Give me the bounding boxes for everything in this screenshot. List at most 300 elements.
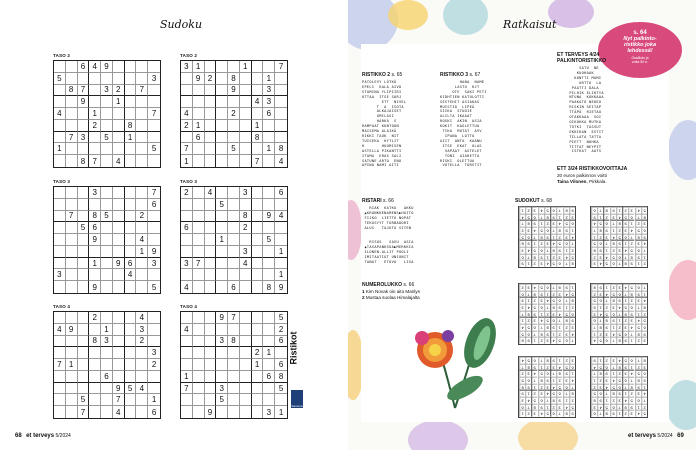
sudoku-cell — [228, 61, 240, 73]
sudoku-cell: 7 — [78, 85, 90, 97]
sudoku-cell — [78, 312, 90, 324]
solution-cell: 4 — [635, 207, 641, 214]
solution-cell: 5 — [525, 214, 531, 221]
answer-number: 1 — [362, 289, 365, 294]
solution-cell: 6 — [525, 331, 531, 338]
solution-cell: 9 — [550, 357, 556, 364]
solution-cell: 8 — [610, 390, 616, 397]
sudoku-grid — [180, 186, 288, 294]
sudoku-cell: 6 — [275, 187, 287, 199]
sudoku-cell: 3 — [216, 336, 228, 348]
sudoku-cell: 5 — [54, 73, 66, 85]
solution-cell: 7 — [544, 397, 550, 404]
sudoku-cell — [148, 155, 160, 167]
sudoku-cell: 1 — [193, 61, 205, 73]
solution-cell: 6 — [597, 390, 603, 397]
sudoku-cell — [263, 199, 275, 211]
sudoku-cell — [54, 406, 66, 418]
sudoku-cell — [240, 143, 252, 155]
sudoku-cell — [263, 246, 275, 258]
magazine-name: et terveys — [628, 433, 657, 439]
solution-cell: 8 — [538, 377, 544, 384]
sudoku-cell: 1 — [113, 96, 125, 108]
sudoku-cell: 9 — [263, 211, 275, 223]
solution-cell: 5 — [641, 410, 647, 417]
sudoku-cell — [181, 246, 193, 258]
solution-cell: 2 — [563, 324, 569, 331]
sudoku-cell: 6 — [228, 281, 240, 293]
solution-cell: 8 — [544, 324, 550, 331]
sudoku-cell: 7 — [54, 359, 66, 371]
solution-cell: 2 — [538, 384, 544, 391]
sudoku-cell — [101, 155, 113, 167]
solution-cell: 4 — [635, 410, 641, 417]
sudoku-cell — [275, 120, 287, 132]
sudoku-cell — [181, 132, 193, 144]
sudoku-cell: 7 — [275, 61, 287, 73]
sudoku-cell: 7 — [181, 143, 193, 155]
solution-cell: 8 — [622, 404, 628, 411]
sudoku-cell — [66, 269, 78, 281]
solution-cell: 4 — [597, 311, 603, 318]
solution-cell: 9 — [563, 227, 569, 234]
solution-cell: 1 — [519, 207, 525, 214]
solution-cell: 6 — [556, 390, 562, 397]
sudoku-cell — [125, 73, 137, 85]
sudoku-grid — [53, 311, 161, 419]
solution-cell: 9 — [610, 207, 616, 214]
sudoku-cell — [252, 199, 264, 211]
solution-cell: 6 — [628, 304, 634, 311]
sudoku-cell — [78, 371, 90, 383]
sudoku-cell — [228, 406, 240, 418]
solution-cell: 4 — [569, 377, 575, 384]
sudoku-cell — [228, 96, 240, 108]
sudoku-cell — [136, 143, 148, 155]
sudoku-cell — [205, 258, 217, 270]
sudoku-cell — [78, 269, 90, 281]
sudoku-cell: 2 — [181, 187, 193, 199]
solution-cell: 7 — [610, 337, 616, 344]
sudoku-cell — [193, 222, 205, 234]
sudoku-cell — [252, 312, 264, 324]
solution-cell: 9 — [641, 377, 647, 384]
sudoku-cell — [193, 336, 205, 348]
solution-cell: 8 — [569, 297, 575, 304]
sudoku-cell: 8 — [252, 132, 264, 144]
issue-number: 5/2024 — [55, 433, 71, 439]
sudoku-cell — [181, 234, 193, 246]
solution-cell: 7 — [635, 214, 641, 221]
sudoku-cell — [205, 222, 217, 234]
sudoku-cell — [181, 73, 193, 85]
solution-cell: 3 — [538, 260, 544, 267]
solution-cell: 5 — [544, 410, 550, 417]
sudoku-cell — [125, 187, 137, 199]
sudoku-cell: 3 — [54, 269, 66, 281]
solution-cell: 2 — [569, 304, 575, 311]
sudoku-cell: 4 — [252, 96, 264, 108]
section-palkinto — [557, 52, 606, 64]
solution-cell: 4 — [610, 377, 616, 384]
sudoku-cell — [193, 371, 205, 383]
sudoku-cell: 4 — [113, 155, 125, 167]
sudoku-cell: 4 — [89, 61, 101, 73]
solution-cell: 3 — [569, 324, 575, 331]
sudoku-cell — [113, 312, 125, 324]
solution-cell: 8 — [597, 227, 603, 234]
sudoku-cell: 4 — [278, 156, 284, 166]
solution-cell: 2 — [531, 390, 537, 397]
sudoku-cell — [216, 155, 228, 167]
sudoku-cell: 3 — [148, 347, 160, 359]
solution-cell: 4 — [603, 291, 609, 298]
solution-cell: 6 — [635, 247, 641, 254]
solution-cell: 2 — [525, 317, 531, 324]
solution-cell: 8 — [635, 234, 641, 241]
sudoku-cell — [252, 258, 264, 270]
solution-cell: 8 — [519, 337, 525, 344]
solution-cell: 2 — [531, 260, 537, 267]
sudoku-cell: 5 — [228, 143, 240, 155]
sudoku-cell — [136, 199, 148, 211]
sudoku-cell — [216, 324, 228, 336]
solution-cell: 7 — [597, 410, 603, 417]
sudoku-cell — [148, 234, 160, 246]
section-page: s. 66 — [383, 198, 394, 204]
solution-cell: 2 — [544, 311, 550, 318]
flower-decoration — [408, 420, 468, 450]
solution-cell: 7 — [603, 297, 609, 304]
solution-cell: 3 — [597, 384, 603, 391]
solution-cell: 3 — [531, 410, 537, 417]
solution-cell: 9 — [635, 254, 641, 261]
solution-cell: 5 — [591, 297, 597, 304]
solution-cell: 1 — [525, 297, 531, 304]
solution-cell: 5 — [597, 364, 603, 371]
sudoku-cell — [54, 61, 66, 73]
solution-cell: 1 — [550, 377, 556, 384]
solution-cell: 3 — [622, 324, 628, 331]
sudoku-cell — [101, 187, 113, 199]
sudoku-cell: 3 — [101, 336, 113, 348]
solution-cell: 1 — [616, 410, 622, 417]
solution-cell: 1 — [569, 227, 575, 234]
sudoku-cell — [148, 61, 160, 73]
solution-cell: 4 — [597, 260, 603, 267]
solution-cell: 4 — [622, 397, 628, 404]
solution-cell: 2 — [569, 397, 575, 404]
section-page: s. 68 — [541, 198, 552, 204]
sudoku-cell — [66, 312, 78, 324]
sudoku-cell — [125, 347, 137, 359]
sudoku-cell: 8 — [275, 371, 287, 383]
solution-cell: 8 — [641, 357, 647, 364]
solution-cell: 8 — [538, 331, 544, 338]
solution-cell: 2 — [563, 357, 569, 364]
solution-cell: 5 — [622, 357, 628, 364]
solution-cell: 9 — [597, 247, 603, 254]
solution-cell: 6 — [603, 337, 609, 344]
solution-cell: 2 — [610, 397, 616, 404]
sudoku-cell — [205, 359, 217, 371]
solution-cell: 7 — [591, 370, 597, 377]
sudoku-cell: 7 — [89, 155, 101, 167]
sudoku-cell — [54, 347, 66, 359]
solution-cell: 4 — [519, 324, 525, 331]
solution-cell: 4 — [591, 364, 597, 371]
solution-cell: 8 — [519, 384, 525, 391]
sudoku-cell: 6 — [275, 359, 287, 371]
sudoku-cell — [263, 61, 275, 73]
sudoku-cell — [101, 120, 113, 132]
solution-cell: 1 — [538, 364, 544, 371]
flower-decoration — [443, 0, 488, 35]
solution-cell: 8 — [603, 317, 609, 324]
solution-cell: 5 — [610, 254, 616, 261]
badge-small: Osallistu ja — [631, 56, 649, 60]
solution-cell: 5 — [622, 304, 628, 311]
sudoku-cell: 2 — [148, 359, 160, 371]
solution-cell: 5 — [519, 234, 525, 241]
solution-cell: 2 — [622, 410, 628, 417]
sudoku-cell — [125, 108, 137, 120]
sudoku-cell — [205, 234, 217, 246]
sudoku-cell — [125, 222, 137, 234]
sudoku-cell — [205, 324, 217, 336]
solution-cell: 1 — [603, 284, 609, 291]
solution-cell: 5 — [550, 390, 556, 397]
sudoku-cell — [252, 143, 264, 155]
solution-cell: 8 — [635, 377, 641, 384]
solution-cell: 3 — [628, 207, 634, 214]
solution-cell: 3 — [641, 364, 647, 371]
solution-cell: 1 — [610, 370, 616, 377]
solution-cell: 2 — [616, 370, 622, 377]
sudoku-cell — [263, 394, 275, 406]
winner-description: 20 euron palkinnon voitti — [557, 173, 607, 178]
sudoku-cell — [240, 312, 252, 324]
solution-cell: 6 — [531, 214, 537, 221]
solution-cell: 7 — [550, 227, 556, 234]
solution-cell: 4 — [569, 234, 575, 241]
sudoku-cell: 2 — [136, 336, 148, 348]
sudoku-cell — [193, 246, 205, 258]
sudoku-cell — [101, 108, 113, 120]
solution-cell: 9 — [531, 364, 537, 371]
solution-cell: 3 — [519, 247, 525, 254]
sudoku-cell — [66, 187, 78, 199]
sudoku-cell: 5 — [101, 211, 113, 223]
sudoku-cell: 3 — [101, 85, 113, 97]
solution-cell: 6 — [519, 254, 525, 261]
solution-cell: 6 — [525, 377, 531, 384]
solution-cell: 1 — [616, 317, 622, 324]
solution-cell: 9 — [616, 240, 622, 247]
solution-cell: 8 — [628, 384, 634, 391]
solution-cell: 7 — [531, 331, 537, 338]
solution-cell: 8 — [544, 357, 550, 364]
solution-cell: 2 — [556, 377, 562, 384]
sudoku-cell: 2 — [89, 120, 101, 132]
solution-cell: 2 — [616, 324, 622, 331]
sudoku-cell — [252, 394, 264, 406]
solution-cell: 6 — [556, 260, 562, 267]
solution-cell: 9 — [591, 304, 597, 311]
sudoku-cell: 7 — [66, 132, 78, 144]
sudoku-cell — [125, 155, 137, 167]
flower-decoration — [388, 0, 428, 30]
sudoku-cell: 1 — [193, 120, 205, 132]
sudoku-cell: 6 — [181, 222, 193, 234]
solution-cell: 8 — [563, 317, 569, 324]
sudoku-cell: 1 — [275, 269, 287, 281]
section-label: ETT 3/24 RISTIKKOVOITTAJA — [557, 166, 628, 172]
solution-cell: 8 — [616, 337, 622, 344]
solution-cell: 8 — [591, 247, 597, 254]
sudoku-cell: 4 — [54, 108, 66, 120]
solution-cell: 6 — [597, 297, 603, 304]
sudoku-cell — [240, 324, 252, 336]
solution-cell: 3 — [563, 234, 569, 241]
sudoku-cell: 8 — [66, 85, 78, 97]
solution-cell: 8 — [597, 324, 603, 331]
sudoku-cell — [78, 73, 90, 85]
solution-cell: 7 — [525, 404, 531, 411]
sudoku-cell — [193, 155, 205, 167]
solution-cell: 4 — [610, 234, 616, 241]
solution-cell: 2 — [519, 284, 525, 291]
sudoku-cell — [193, 187, 205, 199]
solution-cell: 3 — [525, 284, 531, 291]
sudoku-cell — [113, 281, 125, 293]
sudoku-cell — [136, 258, 148, 270]
sudoku-cell: 4 — [113, 406, 125, 418]
solution-cell: 9 — [641, 234, 647, 241]
sudoku-cell: 6 — [193, 132, 205, 144]
solution-cell: 1 — [616, 207, 622, 214]
solution-cell: 8 — [628, 291, 634, 298]
sudoku-cell — [89, 246, 101, 258]
sudoku-cell: 2 — [136, 211, 148, 223]
solution-cell: 5 — [531, 304, 537, 311]
solution-cell: 3 — [550, 220, 556, 227]
solution-cell: 5 — [569, 404, 575, 411]
sudoku-cell — [240, 383, 252, 395]
sudoku-cell — [275, 394, 287, 406]
solution-cell: 9 — [556, 397, 562, 404]
solution-cell: 5 — [628, 284, 634, 291]
solution-cell: 2 — [563, 214, 569, 221]
solution-cell: 2 — [628, 240, 634, 247]
sudoku-cell — [78, 246, 90, 258]
sudoku-cell — [275, 96, 287, 108]
solution-cell: 4 — [591, 337, 597, 344]
solution-cell: 1 — [628, 364, 634, 371]
sudoku-cell: 2 — [181, 120, 193, 132]
sudoku-cell — [263, 359, 275, 371]
solution-cell: 6 — [563, 384, 569, 391]
solution-cell: 2 — [635, 220, 641, 227]
solution-cell: 2 — [591, 291, 597, 298]
sudoku-cell — [66, 143, 78, 155]
sudoku-cell — [125, 336, 137, 348]
solution-cell: 9 — [556, 304, 562, 311]
sudoku-cell — [252, 371, 264, 383]
sudoku-cell — [228, 258, 240, 270]
solution-cell: 6 — [628, 357, 634, 364]
solution-cell: 9 — [550, 324, 556, 331]
sudoku-cell — [125, 359, 137, 371]
solution-cell: 2 — [622, 207, 628, 214]
sudoku-cell — [205, 383, 217, 395]
sudoku-cell: 5 — [216, 199, 228, 211]
solution-cell: 9 — [597, 397, 603, 404]
sudoku-cell — [252, 269, 264, 281]
sudoku-cell — [113, 246, 125, 258]
sudoku-cell: 6 — [125, 258, 137, 270]
solution-cell: 1 — [544, 404, 550, 411]
solution-cell: 9 — [610, 410, 616, 417]
sudoku-cell — [89, 85, 101, 97]
solution-cell: 3 — [610, 304, 616, 311]
sudoku-cell: 2 — [228, 108, 240, 120]
solution-cell: 1 — [563, 397, 569, 404]
sudoku-cell — [54, 281, 66, 293]
sudoku-cell — [113, 187, 125, 199]
sudoku-cell — [193, 347, 205, 359]
sudoku-cell — [89, 324, 101, 336]
solution-cell: 1 — [544, 291, 550, 298]
sudoku-cell — [136, 155, 148, 167]
sudoku-cell: 6 — [148, 199, 160, 211]
sudoku-cell: 9 — [278, 282, 284, 292]
solution-cell: 9 — [519, 260, 525, 267]
sudoku-cell — [66, 383, 78, 395]
solution-cell: 7 — [538, 214, 544, 221]
solution-cell: 1 — [641, 291, 647, 298]
sudoku-cell — [54, 96, 66, 108]
solution-cell: 9 — [544, 377, 550, 384]
solution-cell: 2 — [591, 254, 597, 261]
puzzle-level: TASO 2 — [180, 53, 198, 58]
sudoku-cell — [263, 324, 275, 336]
solution-cell: 6 — [591, 317, 597, 324]
sudoku-cell: 1 — [125, 132, 137, 144]
sudoku-cell — [54, 371, 66, 383]
sudoku-cell: 9 — [113, 383, 125, 395]
solution-cell: 4 — [616, 214, 622, 221]
sudoku-cell: 7 — [78, 406, 90, 418]
solution-cell: 8 — [616, 220, 622, 227]
sudoku-cell — [216, 108, 228, 120]
solution-cell: 9 — [569, 410, 575, 417]
solution-cell: 5 — [616, 377, 622, 384]
sudoku-cell — [216, 269, 228, 281]
sudoku-cell — [136, 120, 148, 132]
sudoku-cell — [228, 347, 240, 359]
solution-cell: 9 — [544, 234, 550, 241]
sudoku-cell — [240, 359, 252, 371]
solution-cell: 3 — [591, 260, 597, 267]
flower-decoration — [668, 120, 696, 180]
sudoku-cell — [228, 211, 240, 223]
sudoku-cell — [252, 108, 264, 120]
solution-cell: 7 — [569, 337, 575, 344]
sudoku-cell — [148, 371, 160, 383]
sudoku-cell — [181, 347, 193, 359]
solution-cell: 4 — [531, 227, 537, 234]
